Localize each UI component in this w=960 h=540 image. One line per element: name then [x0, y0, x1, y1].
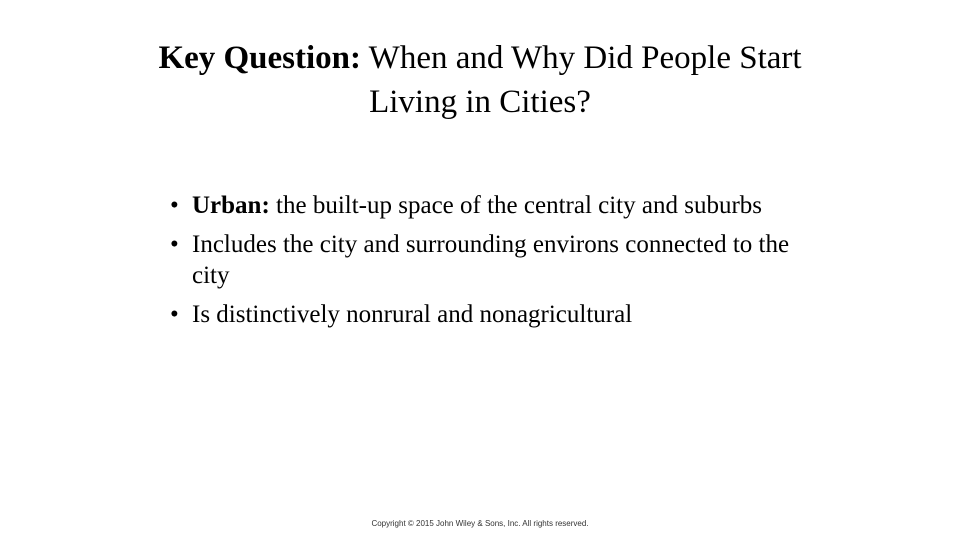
bullet-item-urban	[170, 190, 810, 221]
bullet-item-nonrural	[170, 299, 810, 330]
bullet-text: Is distinctively nonrural and nonagricultural	[192, 301, 633, 328]
title-lead: Key Question:	[158, 40, 362, 76]
bullet-text: the built-up space of the central city and suburbs	[276, 192, 763, 219]
bullet-marker: •	[170, 231, 179, 258]
slide-title	[120, 36, 840, 124]
copyright-footer: Copyright © 2015 John Wiley & Sons, Inc. All rights reserved.	[371, 519, 589, 528]
bullet-item-includes	[170, 229, 810, 291]
bullet-text: Includes the city and surrounding environs connected to the city	[192, 231, 790, 289]
bullet-term: Urban:	[192, 192, 270, 219]
bullet-marker: •	[170, 301, 179, 328]
title-text: When and Why Did People Start Living in Cities?	[368, 40, 802, 120]
bullet-list	[170, 190, 810, 338]
bullet-marker: •	[170, 192, 179, 219]
